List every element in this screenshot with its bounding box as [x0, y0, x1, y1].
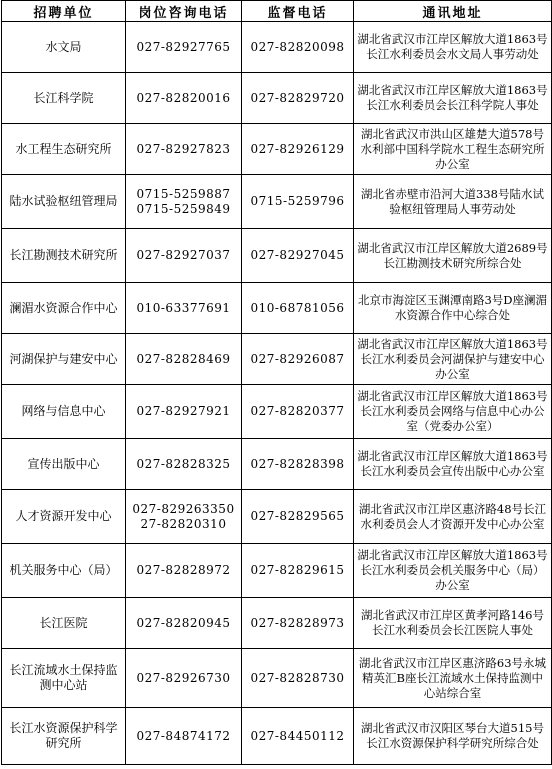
- supervise-cell: 0715-5259796: [242, 175, 354, 229]
- address-cell: 湖北省武汉市江岸区解放大道1863号长江水利委员会长江科学院人事处: [354, 73, 552, 124]
- unit-cell: 水工程生态研究所: [2, 124, 126, 175]
- supervise-cell: 027-82829565: [242, 490, 354, 544]
- table-row: [2, 544, 552, 598]
- supervise-cell: 027-82828730: [242, 649, 354, 708]
- header-unit: 招聘单位: [2, 1, 126, 22]
- phone-cell: 027-82828972: [126, 544, 242, 598]
- phone-cell: 027-82820945: [126, 598, 242, 649]
- phone-cell: 027-82927765: [126, 22, 242, 73]
- table-row: [2, 439, 552, 490]
- supervise-cell: 027-82820098: [242, 22, 354, 73]
- supervise-cell: 027-82926087: [242, 334, 354, 385]
- table-row: [2, 229, 552, 283]
- supervise-cell: 027-82829615: [242, 544, 354, 598]
- unit-cell: 澜湄水资源合作中心: [2, 283, 126, 334]
- phone-cell: 0715-5259887 0715-5259849: [126, 175, 242, 229]
- unit-cell: 长江科学院: [2, 73, 126, 124]
- unit-cell: 长江医院: [2, 598, 126, 649]
- table-row: [2, 385, 552, 439]
- address-cell: 北京市海淀区玉渊潭南路3号D座澜湄水资源合作中心综合处: [354, 283, 552, 334]
- phone-cell: 027-82926335027-82820310: [126, 490, 242, 544]
- table-row: [2, 124, 552, 175]
- unit-cell: 人才资源开发中心: [2, 490, 126, 544]
- unit-cell: 水文局: [2, 22, 126, 73]
- address-cell: 湖北省武汉市江岸区解放大道1863号长江水利委员会河湖保护与建安中心办公室: [354, 334, 552, 385]
- supervise-cell: 027-82828973: [242, 598, 354, 649]
- phone-cell: 027-84874172: [126, 708, 242, 765]
- phone-cell: 027-82828469: [126, 334, 242, 385]
- phone-cell: 027-82828325: [126, 439, 242, 490]
- supervise-cell: 027-82926129: [242, 124, 354, 175]
- header-supervise: 监督电话: [242, 1, 354, 22]
- supervise-cell: 010-68781056: [242, 283, 354, 334]
- unit-cell: 河湖保护与建安中心: [2, 334, 126, 385]
- phone-cell: 027-82927921: [126, 385, 242, 439]
- address-cell: 湖北省武汉市汉阳区琴台大道515号长江水资源保护科学研究所综合处: [354, 708, 552, 765]
- address-cell: 湖北省武汉市江岸区惠济路48号长江水利委员会人才资源开发中心办公室: [354, 490, 552, 544]
- table-row: [2, 334, 552, 385]
- table-row: [2, 175, 552, 229]
- phone-cell: 010-63377691: [126, 283, 242, 334]
- unit-cell: 网络与信息中心: [2, 385, 126, 439]
- table-row: [2, 490, 552, 544]
- table-row: [2, 73, 552, 124]
- unit-cell: 长江流域水土保持监测中心站: [2, 649, 126, 708]
- address-cell: 湖北省武汉市江岸区黄孝河路146号长江水利委员会长江医院人事处: [354, 598, 552, 649]
- header-address: 通讯地址: [354, 1, 552, 22]
- unit-cell: 长江勘测技术研究所: [2, 229, 126, 283]
- address-cell: 湖北省武汉市江岸区惠济路63号永城精英汇B座长江流域水土保持监测中心站综合室: [354, 649, 552, 708]
- table-row: [2, 283, 552, 334]
- phone-cell: 027-82927823: [126, 124, 242, 175]
- table-row: [2, 22, 552, 73]
- phone-cell: 027-82927037: [126, 229, 242, 283]
- header-phone: 岗位咨询电话: [126, 1, 242, 22]
- unit-cell: 宣传出版中心: [2, 439, 126, 490]
- address-cell: 湖北省武汉市洪山区雄楚大道578号水利部中国科学院水工程生态研究所办公室: [354, 124, 552, 175]
- supervise-cell: 027-82820377: [242, 385, 354, 439]
- supervise-cell: 027-82829720: [242, 73, 354, 124]
- phone-cell: 027-82926730: [126, 649, 242, 708]
- supervise-cell: 027-82927045: [242, 229, 354, 283]
- table-row: [2, 649, 552, 708]
- table-row: [2, 598, 552, 649]
- header-row: [2, 1, 552, 22]
- table-row: [2, 708, 552, 765]
- address-cell: 湖北省武汉市江岸区解放大道1863号长江水利委员会机关服务中心（局）办公室: [354, 544, 552, 598]
- unit-cell: 陆水试验枢纽管理局: [2, 175, 126, 229]
- address-cell: 湖北省武汉市江岸区解放大道1863号长江水利委员会水文局人事劳动处: [354, 22, 552, 73]
- supervise-cell: 027-84450112: [242, 708, 354, 765]
- recruitment-contact-table: [1, 0, 552, 765]
- phone-cell: 027-82820016: [126, 73, 242, 124]
- supervise-cell: 027-82828398: [242, 439, 354, 490]
- unit-cell: 长江水资源保护科学研究所: [2, 708, 126, 765]
- address-cell: 湖北省武汉市江岸区解放大道1863号长江水利委员会网络与信息中心办公室（党委办公室）: [354, 385, 552, 439]
- address-cell: 湖北省武汉市江岸区解放大道2689号长江勘测技术研究所综合处: [354, 229, 552, 283]
- address-cell: 湖北省武汉市江岸区解放大道1863号长江水利委员会宣传出版中心办公室: [354, 439, 552, 490]
- address-cell: 湖北省赤壁市沿河大道338号陆水试验枢纽管理局人事劳动处: [354, 175, 552, 229]
- unit-cell: 机关服务中心（局）: [2, 544, 126, 598]
